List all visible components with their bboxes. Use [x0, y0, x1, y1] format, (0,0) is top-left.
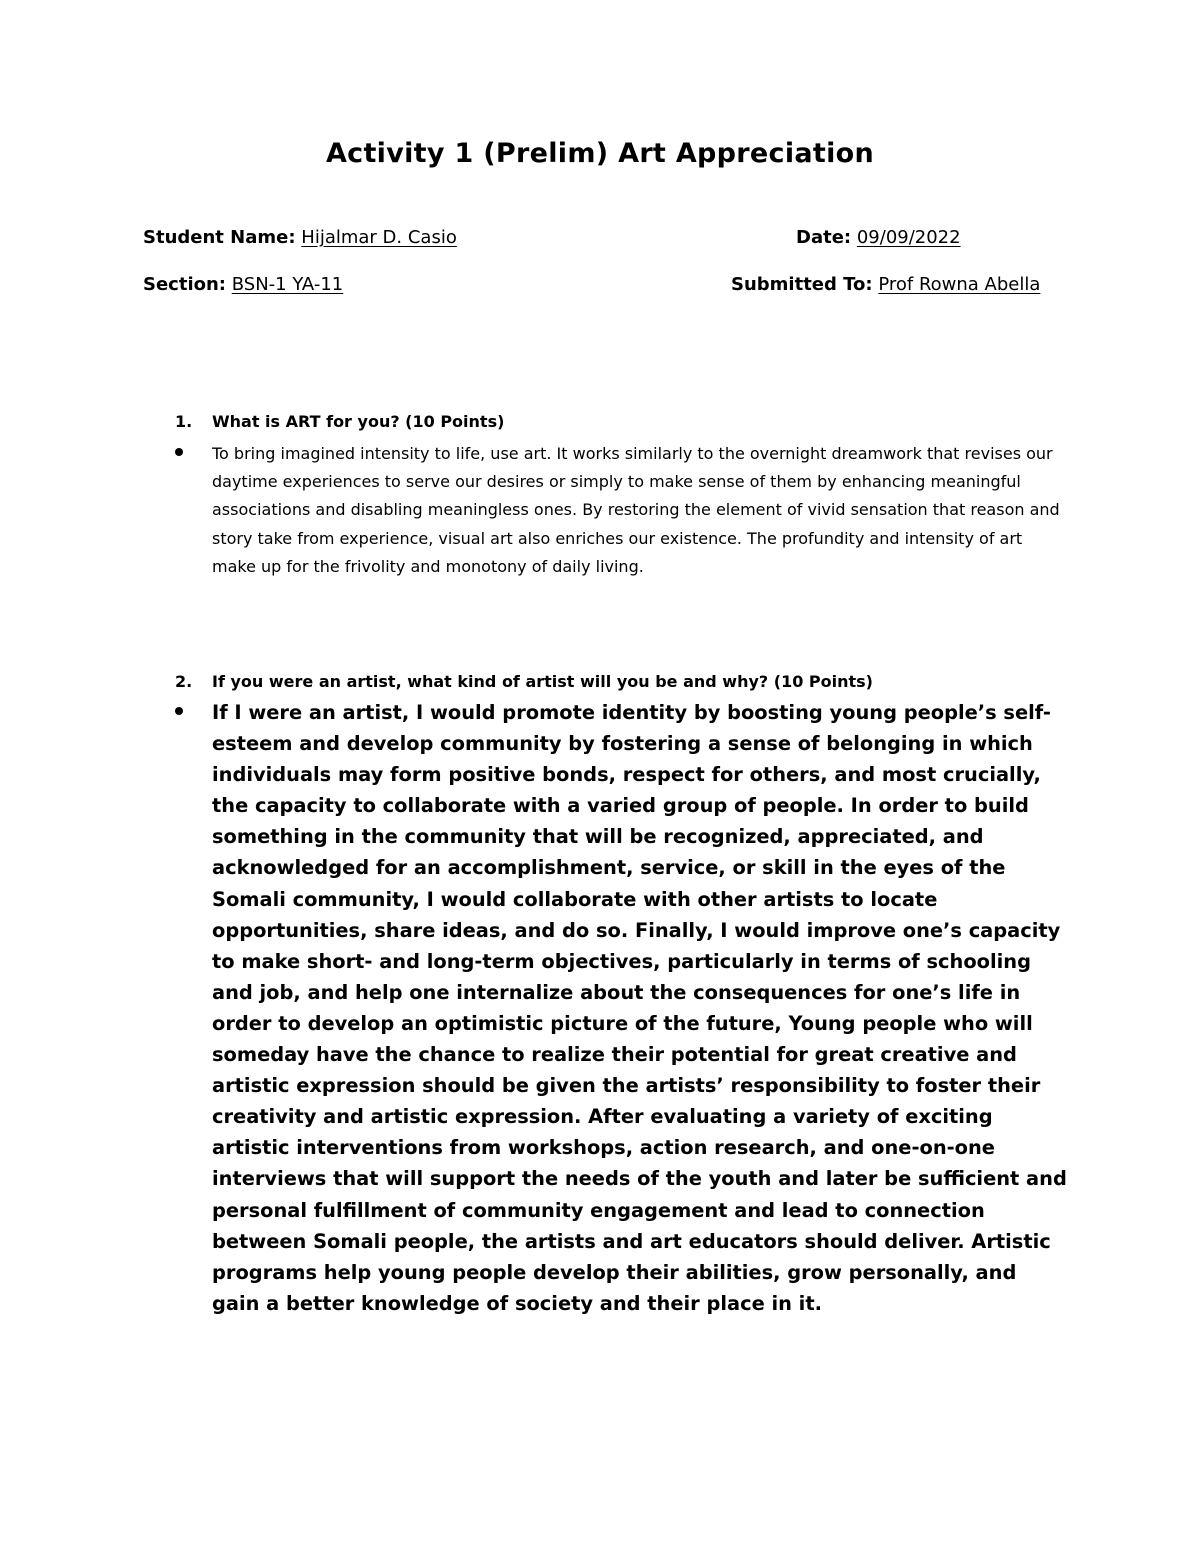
- student-name-field: [143, 227, 457, 248]
- question-1-text: What is ART for you? (10 Points): [212, 412, 505, 431]
- question-2-number: 2.: [175, 672, 193, 691]
- date-label: Date:: [796, 227, 852, 248]
- date-value: 09/09/2022: [856, 227, 961, 248]
- bullet-dot-icon: [175, 707, 183, 715]
- question-2-text: If you were an artist, what kind of artist will you be and why? (10 Points): [212, 672, 873, 691]
- question-1-number: 1.: [175, 412, 193, 431]
- submitted-to-value: Prof Rowna Abella: [878, 274, 1041, 295]
- date-field: [796, 227, 961, 248]
- submitted-to-label: Submitted To:: [731, 274, 873, 295]
- question-2: [175, 672, 873, 691]
- section-field: [143, 274, 343, 295]
- question-1: [175, 412, 504, 431]
- answer-1-text: To bring imagined intensity to life, use art. It works similarly to the overnight dreamwork that revises our daytime experiences to serve our desires or simply to make sense of them by enhancing meaningful associations and disabling meaningless ones. By restoring the element of vivid sensation that reason and story take from experience, visual art also enriches our existence. The profundity and intensity of art make up for the frivolity and monotony of daily living.: [212, 444, 1060, 576]
- student-name-label: Student Name:: [143, 227, 296, 248]
- section-value: BSN-1 YA-11: [231, 274, 344, 295]
- student-name-value: Hijalmar D. Casio: [301, 227, 457, 248]
- section-label: Section:: [143, 274, 226, 295]
- answer-2-text: If I were an artist, I would promote identity by boosting young people’s self-esteem and develop community by fostering a sense of belonging in which individuals may form positive bonds, respect for others, and most crucially, the capacity to collaborate with a varied group of people. In order to build something in the community that will be recognized, appreciated, and acknowledged for an accomplishment, service, or skill in the eyes of the Somali community, I would collaborate with other artists to locate opportunities, share ideas, and do so. Finally, I would improve one’s capacity to make short- and long-term objectives, particularly in terms of schooling and job, and help one internalize about the consequences for one’s life in order to develop an optimistic picture of the future, Young people who will someday have the chance to realize their potential for great creative and artistic expression should be given the artists’ responsibility to foster their creativity and artistic expression. After evaluating a variety of exciting artistic interventions from workshops, action research, and one-on-one interviews that will support the needs of the youth and later be sufficient and personal fulfillment of community engagement and lead to connection between Somali people, the artists and art educators should deliver. Artistic programs help young people develop their abilities, grow personally, and gain a better knowledge of society and their place in it.: [212, 701, 1067, 1315]
- submitted-to-field: [731, 274, 1040, 295]
- document-title: Activity 1 (Prelim) Art Appreciation: [325, 138, 875, 169]
- bullet-dot-icon: [175, 448, 183, 456]
